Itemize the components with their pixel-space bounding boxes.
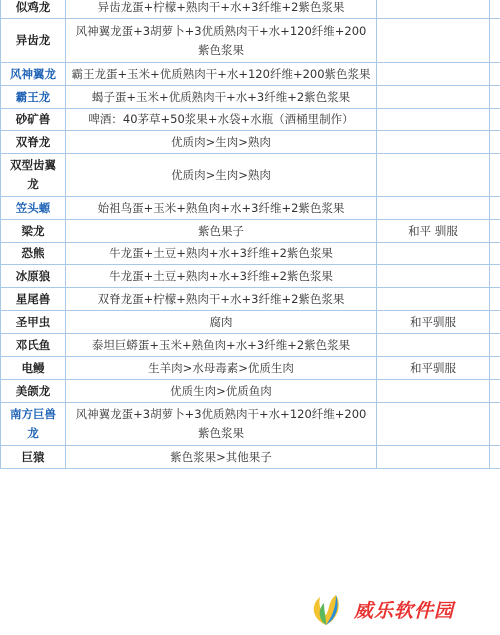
creature-name: 双型齿翼龙 — [1, 154, 66, 197]
taming-note — [377, 109, 490, 131]
taming-note: 和平驯服 — [377, 357, 490, 380]
taming-method: 紫色浆果>其他果子 — [66, 446, 377, 469]
creature-name-link[interactable]: 笠头螈 — [1, 197, 66, 220]
blank-cell — [490, 86, 500, 109]
creature-name: 砂矿兽 — [1, 109, 66, 131]
creature-name-link[interactable]: 霸王龙 — [1, 86, 66, 109]
table-row — [1, 0, 500, 19]
table-row — [1, 288, 500, 311]
blank-cell — [490, 197, 500, 220]
creature-name: 双脊龙 — [1, 131, 66, 154]
table-row — [1, 154, 500, 197]
taming-method: 紫色果子 — [66, 220, 377, 243]
table-row — [1, 334, 500, 357]
taming-method: 牛龙蛋+土豆+熟肉+水+3纤维+2紫色浆果 — [66, 243, 377, 265]
blank-cell — [490, 109, 500, 131]
taming-method: 优质生肉>优质鱼肉 — [66, 380, 377, 403]
taming-table-body — [1, 0, 500, 469]
blank-cell — [490, 131, 500, 154]
creature-name: 冰原狼 — [1, 265, 66, 288]
taming-note — [377, 446, 490, 469]
taming-method: 啤酒：40茅草+50浆果+水袋+水瓶（酒桶里制作） — [66, 109, 377, 131]
taming-note — [377, 243, 490, 265]
taming-method: 风神翼龙蛋+3胡萝卜+3优质熟肉干+水+120纤维+200紫色浆果 — [66, 19, 377, 63]
taming-method: 双脊龙蛋+柠檬+熟肉干+水+3纤维+2紫色浆果 — [66, 288, 377, 311]
blank-cell — [490, 380, 500, 403]
creature-name: 恐熊 — [1, 243, 66, 265]
taming-method: 生羊肉>水母毒素>优质生肉 — [66, 357, 377, 380]
taming-note — [377, 19, 490, 63]
taming-note — [377, 63, 490, 86]
blank-cell — [490, 63, 500, 86]
taming-method: 泰坦巨蟒蛋+玉米+熟鱼肉+水+3纤维+2紫色浆果 — [66, 334, 377, 357]
table-row — [1, 63, 500, 86]
blank-cell — [490, 334, 500, 357]
taming-note: 和平驯服 — [377, 311, 490, 334]
creature-name: 邓氏鱼 — [1, 334, 66, 357]
table-row — [1, 311, 500, 334]
creature-name-link[interactable]: 风神翼龙 — [1, 63, 66, 86]
table-row — [1, 380, 500, 403]
taming-note — [377, 131, 490, 154]
table-row — [1, 86, 500, 109]
taming-method: 蝎子蛋+玉米+优质熟肉干+水+3纤维+2紫色浆果 — [66, 86, 377, 109]
taming-method: 霸王龙蛋+玉米+优质熟肉干+水+120纤维+200紫色浆果 — [66, 63, 377, 86]
table-row — [1, 357, 500, 380]
watermark-text: 威乐软件园 — [354, 599, 455, 622]
creature-name: 星尾兽 — [1, 288, 66, 311]
taming-note — [377, 265, 490, 288]
blank-cell — [490, 243, 500, 265]
taming-note — [377, 197, 490, 220]
creature-name: 圣甲虫 — [1, 311, 66, 334]
table-row — [1, 403, 500, 446]
watermark — [302, 587, 492, 631]
creature-name-link[interactable]: 南方巨兽龙 — [1, 403, 66, 446]
taming-method: 优质肉>生肉>熟肉 — [66, 154, 377, 197]
taming-note: 和平 驯服 — [377, 220, 490, 243]
taming-note — [377, 380, 490, 403]
taming-note — [377, 86, 490, 109]
table-row — [1, 220, 500, 243]
taming-method: 始祖鸟蛋+玉米+熟鱼肉+水+3纤维+2紫色浆果 — [66, 197, 377, 220]
blank-cell — [490, 311, 500, 334]
blank-cell — [490, 357, 500, 380]
table-row — [1, 131, 500, 154]
blank-cell — [490, 446, 500, 469]
table-row — [1, 446, 500, 469]
table-row — [1, 19, 500, 63]
table-row — [1, 243, 500, 265]
blank-cell — [490, 0, 500, 19]
taming-note — [377, 334, 490, 357]
taming-method: 腐肉 — [66, 311, 377, 334]
blank-cell — [490, 403, 500, 446]
blank-cell — [490, 265, 500, 288]
creature-name: 异齿龙 — [1, 19, 66, 63]
blank-cell — [490, 19, 500, 63]
creature-name: 美颌龙 — [1, 380, 66, 403]
creature-name: 梁龙 — [1, 220, 66, 243]
taming-method: 风神翼龙蛋+3胡萝卜+3优质熟肉干+水+120纤维+200紫色浆果 — [66, 403, 377, 446]
taming-method: 优质肉>生肉>熟肉 — [66, 131, 377, 154]
creature-name: 电鳗 — [1, 357, 66, 380]
table-row — [1, 197, 500, 220]
blank-cell — [490, 220, 500, 243]
creature-name: 似鸡龙 — [1, 0, 66, 19]
taming-method: 异齿龙蛋+柠檬+熟肉干+水+3纤维+2紫色浆果 — [66, 0, 377, 19]
leaf-logo-icon — [306, 589, 346, 629]
blank-cell — [490, 154, 500, 197]
creature-name: 巨猿 — [1, 446, 66, 469]
taming-note — [377, 154, 490, 197]
taming-method: 牛龙蛋+土豆+熟肉+水+3纤维+2紫色浆果 — [66, 265, 377, 288]
blank-cell — [490, 288, 500, 311]
taming-note — [377, 403, 490, 446]
taming-note — [377, 0, 490, 19]
table-row — [1, 265, 500, 288]
taming-note — [377, 288, 490, 311]
table-row — [1, 109, 500, 131]
